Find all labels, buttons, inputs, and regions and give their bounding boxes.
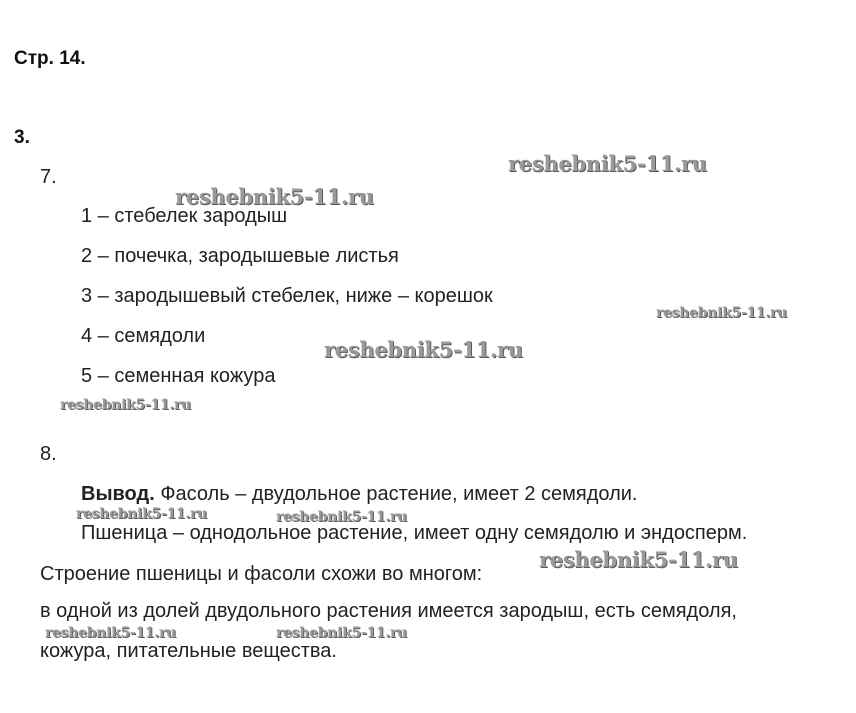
watermark: reshebnik5-11.ru xyxy=(175,184,374,209)
conclusion-label: Вывод. xyxy=(81,483,155,505)
list-item: 3 – зародышевый стебелек, ниже – корешок xyxy=(81,285,493,307)
detail-line-1: в одной из долей двудольного растения имеется зародыш, есть семядоля, xyxy=(40,600,737,622)
question-8-number: 8. xyxy=(40,443,57,465)
question-7-number: 7. xyxy=(40,166,57,188)
conclusion-line xyxy=(81,483,637,506)
watermark: reshebnik5-11.ru xyxy=(45,625,176,641)
watermark: reshebnik5-11.ru xyxy=(60,397,191,413)
watermark: reshebnik5-11.ru xyxy=(324,337,523,362)
wheat-text: Пшеница – однодольное растение, имеет одну семядолю и эндосперм. xyxy=(81,522,748,544)
detail-line-2: кожура, питательные вещества. xyxy=(40,640,337,662)
watermark: reshebnik5-11.ru xyxy=(656,305,787,321)
list-item: 5 – семенная кожура xyxy=(81,365,276,387)
list-item: 4 – семядоли xyxy=(81,325,206,347)
watermark: reshebnik5-11.ru xyxy=(276,509,407,525)
watermark: reshebnik5-11.ru xyxy=(76,506,207,522)
conclusion-text: Фасоль – двудольное растение, имеет 2 семядоли. xyxy=(154,483,638,505)
task-number: 3. xyxy=(14,127,30,148)
watermark: reshebnik5-11.ru xyxy=(539,547,738,572)
watermark: reshebnik5-11.ru xyxy=(276,625,407,641)
list-item: 2 – почечка, зародышевые листья xyxy=(81,245,399,267)
page-heading: Стр. 14. xyxy=(14,48,86,69)
watermark: reshebnik5-11.ru xyxy=(508,151,707,176)
list-item: 1 – стебелек зародыш xyxy=(81,205,288,227)
similarity-text: Строение пшеницы и фасоли схожи во многом: xyxy=(40,563,483,585)
